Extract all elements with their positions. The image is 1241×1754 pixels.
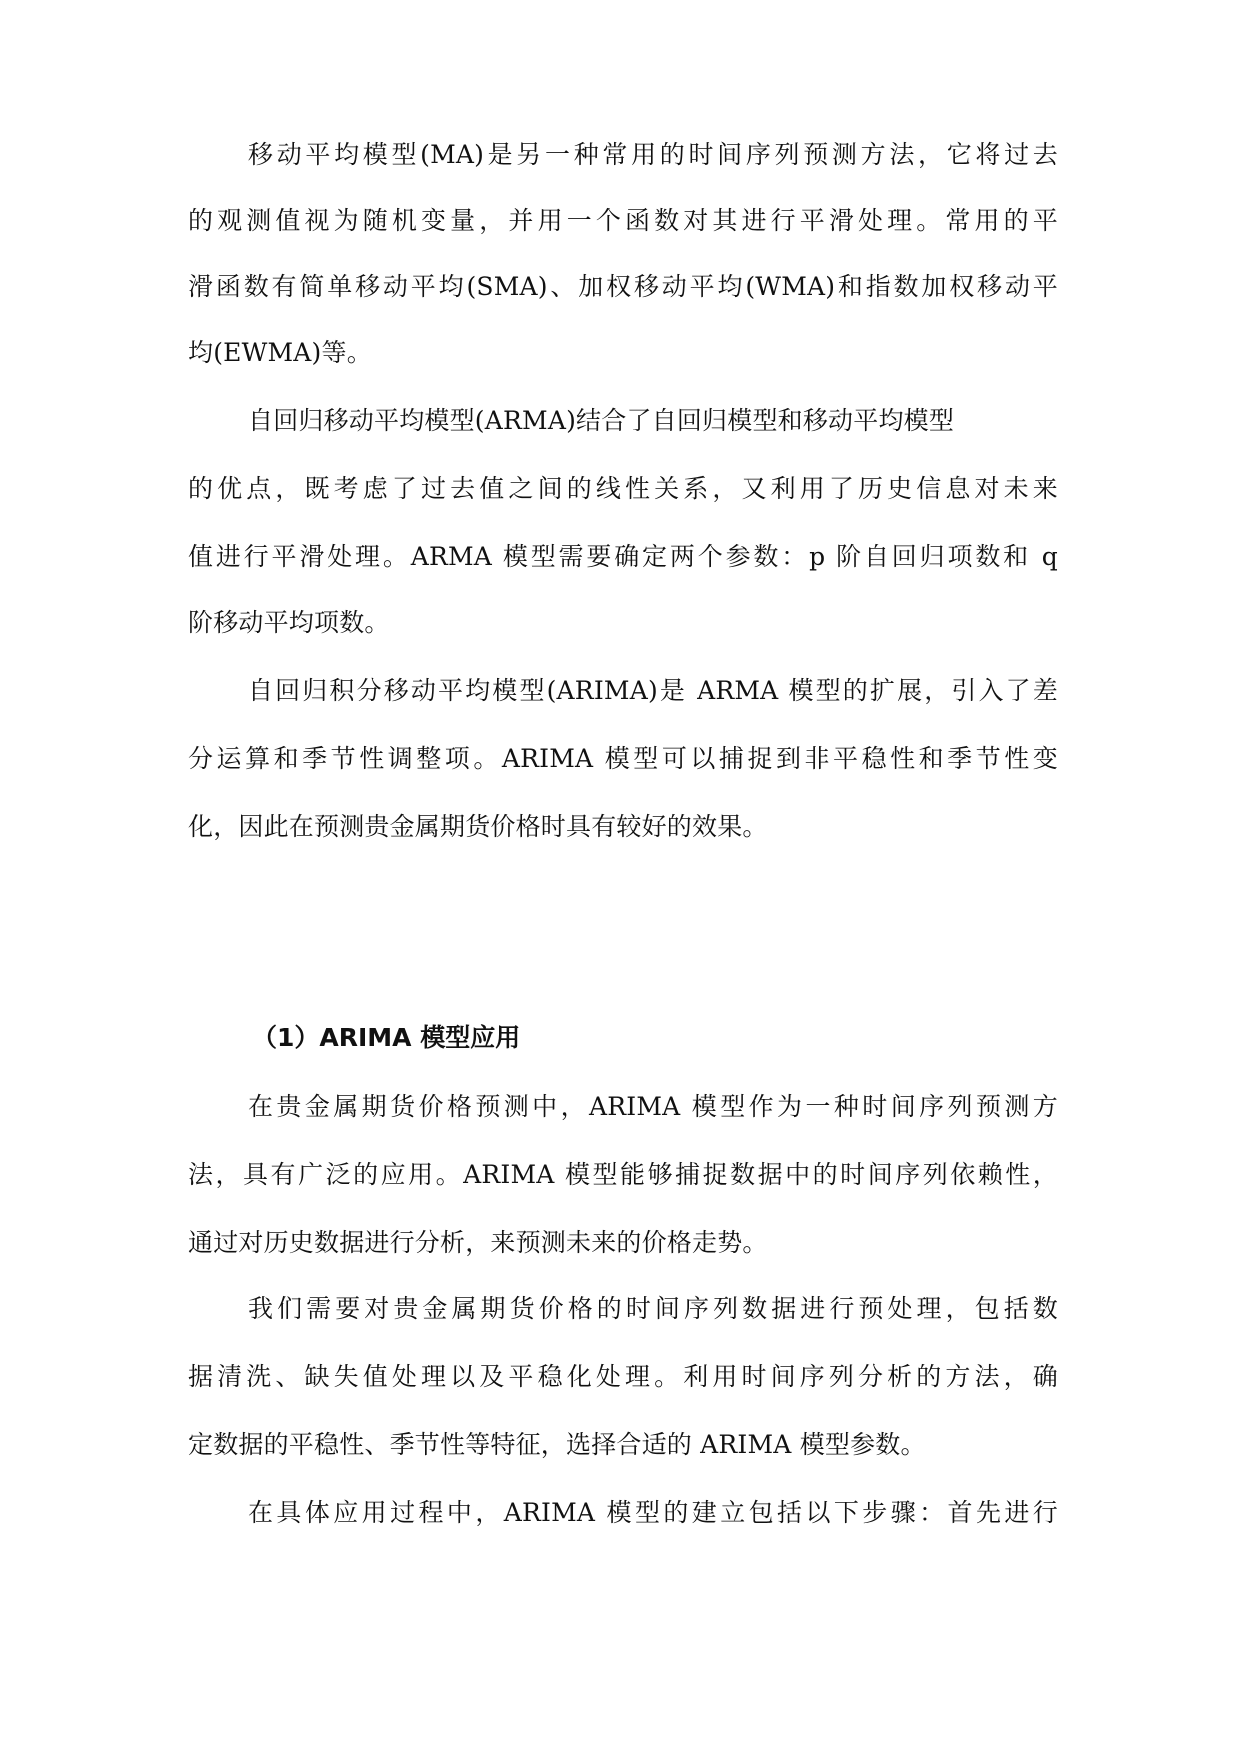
- paragraph-2-line-3: 值进行平滑处理。ARMA 模型需要确定两个参数：p 阶自回归项数和 q: [188, 542, 1058, 571]
- paragraph-5-line-1: 我们需要对贵金属期货价格的时间序列数据进行预处理，包括数: [248, 1294, 1058, 1323]
- paragraph-4-line-3: 通过对历史数据进行分析，来预测未来的价格走势。: [188, 1228, 768, 1257]
- paragraph-2-line-1: 自回归移动平均模型(ARMA)结合了自回归模型和移动平均模型: [248, 406, 955, 435]
- paragraph-1-line-3: 滑函数有简单移动平均(SMA)、加权移动平均(WMA)和指数加权移动平: [188, 272, 1058, 301]
- paragraph-6-line-1: 在具体应用过程中，ARIMA 模型的建立包括以下步骤：首先进行: [248, 1498, 1058, 1527]
- paragraph-1-line-2: 的观测值视为随机变量，并用一个函数对其进行平滑处理。常用的平: [188, 206, 1058, 235]
- paragraph-2-line-4: 阶移动平均项数。: [188, 608, 390, 637]
- paragraph-5-line-3: 定数据的平稳性、季节性等特征，选择合适的 ARIMA 模型参数。: [188, 1430, 926, 1459]
- paragraph-1-line-4: 均(EWMA)等。: [188, 338, 372, 367]
- paragraph-4-line-2: 法，具有广泛的应用。ARIMA 模型能够捕捉数据中的时间序列依赖性，: [188, 1160, 1058, 1189]
- paragraph-5-line-2: 据清洗、缺失值处理以及平稳化处理。利用时间序列分析的方法，确: [188, 1362, 1058, 1391]
- paragraph-3-line-1: 自回归积分移动平均模型(ARIMA)是 ARMA 模型的扩展，引入了差: [248, 676, 1058, 705]
- paragraph-3-line-2: 分运算和季节性调整项。ARIMA 模型可以捕捉到非平稳性和季节性变: [188, 744, 1058, 773]
- section-heading: （1）ARIMA 模型应用: [252, 1023, 521, 1052]
- paragraph-2-line-2: 的优点，既考虑了过去值之间的线性关系，又利用了历史信息对未来: [188, 474, 1058, 503]
- paragraph-4-line-1: 在贵金属期货价格预测中，ARIMA 模型作为一种时间序列预测方: [248, 1092, 1058, 1121]
- paragraph-1-line-1: 移动平均模型(MA)是另一种常用的时间序列预测方法，它将过去: [248, 140, 1058, 169]
- paragraph-3-line-3: 化，因此在预测贵金属期货价格时具有较好的效果。: [188, 812, 768, 841]
